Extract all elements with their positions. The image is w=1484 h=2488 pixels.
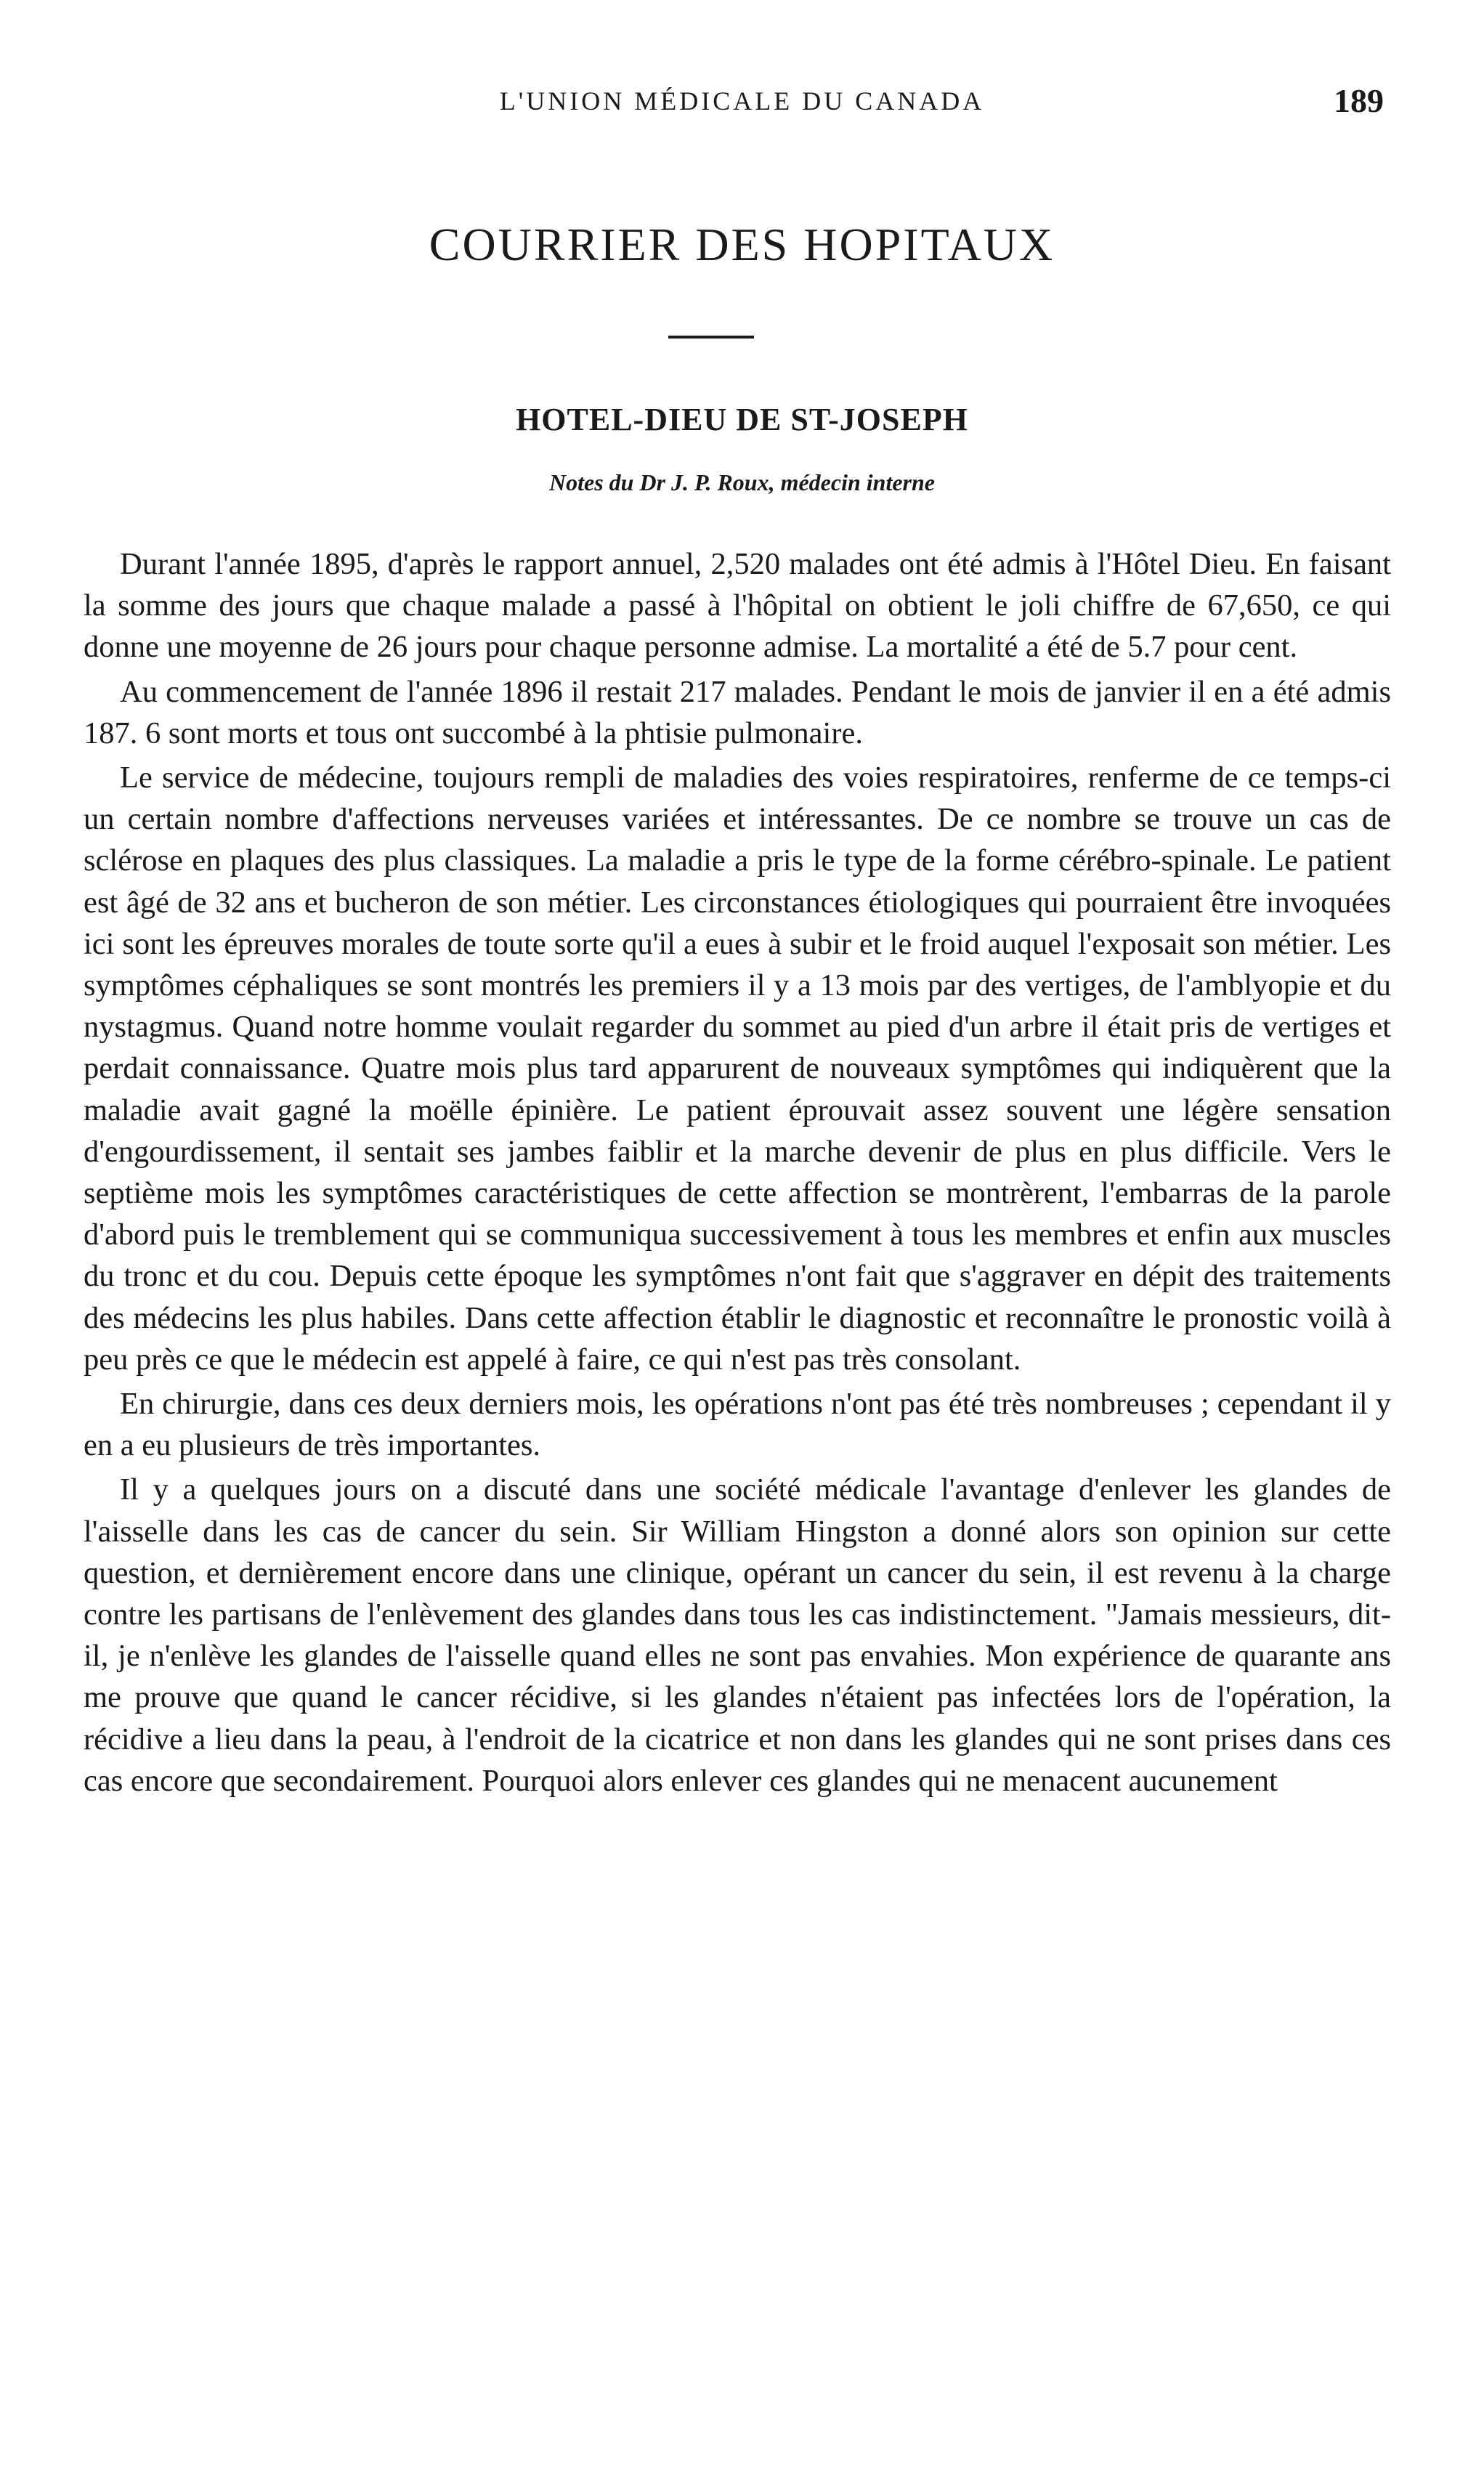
author-byline: Notes du Dr J. P. Roux, médecin interne <box>549 469 935 495</box>
paragraph: Au commencement de l'année 1896 il restait 217 malades. Pendant le mois de janvier il en a été admis 187. 6 sont morts et tous ont succombé à la phtisie pulmonaire. <box>84 674 1391 750</box>
page-number: 189 <box>1334 82 1384 119</box>
section-title: COURRIER DES HOPITAUX <box>429 219 1055 270</box>
title-divider <box>668 336 754 339</box>
running-head: L'UNION MÉDICALE DU CANADA <box>499 86 985 116</box>
paragraph: En chirurgie, dans ces deux derniers mois, les opérations n'ont pas été très nombreuses ; cependant il y en a eu plusieurs de très importantes. <box>84 1387 1391 1463</box>
paragraph: Durant l'année 1895, d'après le rapport annuel, 2,520 malades ont été admis à l'Hôtel Dieu. En faisant la somme des jours que chaque malade a passé à l'hôpital on obtient le joli chiffre de 67,650, ce qui donne une moyenne de 26 jours pour chaque personne admise. La mortalité a été de 5.7 pour cent. <box>84 547 1391 665</box>
subsection-title: HOTEL-DIEU DE ST-JOSEPH <box>516 402 968 437</box>
paragraph: Il y a quelques jours on a discuté dans une société médicale l'avantage d'enlever les glandes de l'aisselle dans les cas de cancer du sein. Sir William Hingston a donné alors son opinion sur cette question, et dernièrement encore dans une clinique, opérant un cancer du sein, il est revenu à la charge contre les partisans de l'enlèvement des glandes dans tous les cas indistinctement. "Jamais messieurs, dit-il, je n'enlève les glandes de l'aisselle quand elles ne sont pas envahies. Mon expérience de quarante ans me prouve que quand le cancer récidive, si les glandes n'étaient pas infectées lors de l'opération, la récidive a lieu dans la peau, à l'endroit de la cicatrice et non dans les glandes qui ne sont prises dans ces cas encore que secondairement. Pourquoi alors enlever ces glandes qui ne menacent aucunement <box>84 1472 1391 1798</box>
article-body <box>84 543 1391 1804</box>
paragraph: Le service de médecine, toujours rempli de maladies des voies respiratoires, renferme de ce temps-ci un certain nombre d'affections nerveuses variées et intéressantes. De ce nombre se trouve un cas de sclérose en plaques des plus classiques. La maladie a pris le type de la forme cérébro-spinale. Le patient est âgé de 32 ans et bucheron de son métier. Les circonstances étiologiques qui pourraient être invoquées ici sont les épreuves morales de toute sorte qu'il a eues à subir et le froid auquel l'exposait son métier. Les symptômes céphaliques se sont montrés les premiers il y a 13 mois par des vertiges, de l'amblyopie et du nystagmus. Quand notre homme voulait regarder du sommet au pied d'un arbre il était pris de vertiges et perdait connaissance. Quatre mois plus tard apparurent de nouveaux symptômes qui indiquèrent que la maladie avait gagné la moëlle épinière. Le patient éprouvait assez souvent une légère sensation d'engourdissement, il sentait ses jambes faiblir et la marche devenir de plus en plus difficile. Vers le septième mois les symptômes caractéristiques de cette affection se montrèrent, l'embarras de la parole d'abord puis le tremblement qui se communiqua successivement à tous les membres et enfin aux muscles du tronc et du cou. Depuis cette époque les symptômes n'ont fait que s'aggraver en dépit des traitements des médecins les plus habiles. Dans cette affection établir le diagnostic et reconnaître le pronostic voilà à peu près ce que le médecin est appelé à faire, ce qui n'est pas très consolant. <box>84 761 1391 1377</box>
